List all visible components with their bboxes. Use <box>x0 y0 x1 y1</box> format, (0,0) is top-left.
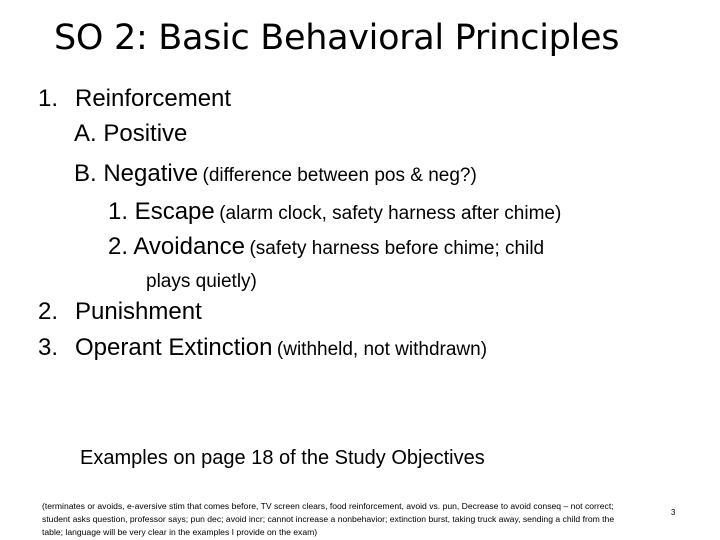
item-label: Reinforcement <box>75 85 232 112</box>
outline-item-reinforcement <box>38 84 232 114</box>
outline-item-escape <box>108 197 561 227</box>
item-label: Operant Extinction <box>75 334 273 361</box>
item-number: 2. <box>38 298 59 325</box>
item-label: 2. Avoidance <box>108 233 246 260</box>
item-note: (safety harness before chime; child <box>249 238 545 259</box>
item-note: (alarm clock, safety harness after chime) <box>219 203 562 224</box>
outline-item-operant-extinction <box>38 333 638 363</box>
item-label: A. Positive <box>74 120 188 147</box>
item-note: (difference between pos & neg?) <box>202 165 477 186</box>
item-label: B. Negative <box>74 160 199 187</box>
page-number: 3 <box>671 508 676 517</box>
footnote-line: (terminates or avoids, e-aversive stim that comes before, TV screen clears, food reinforcement, avoid vs. pun, Decrease to avoid conseq – not correct; <box>42 501 614 511</box>
footnote-line: table; language will be very clear in the examples I provide on the exam) <box>42 527 318 537</box>
item-number: 1. <box>38 85 59 112</box>
outline-item-avoidance-continued: plays quietly) <box>146 271 257 292</box>
footnote <box>42 500 712 539</box>
outline-item-avoidance <box>108 232 544 262</box>
outline-item-negative <box>74 159 477 189</box>
item-label: Punishment <box>75 298 202 325</box>
item-label: 1. Escape <box>108 198 215 225</box>
outline-item-positive <box>74 119 187 149</box>
outline-item-punishment <box>38 297 202 327</box>
item-number: 3. <box>38 334 59 361</box>
slide-title: SO 2: Basic Behavioral Principles <box>54 18 620 58</box>
item-note: (withheld, not withdrawn) <box>276 339 488 360</box>
footnote-line: student asks question, professor says; pun dec; avoid incr; cannot increase a nonbehavior; extinction burst, taking truck away, sending a child from the <box>42 514 615 524</box>
examples-reference: Examples on page 18 of the Study Objectives <box>80 447 485 469</box>
